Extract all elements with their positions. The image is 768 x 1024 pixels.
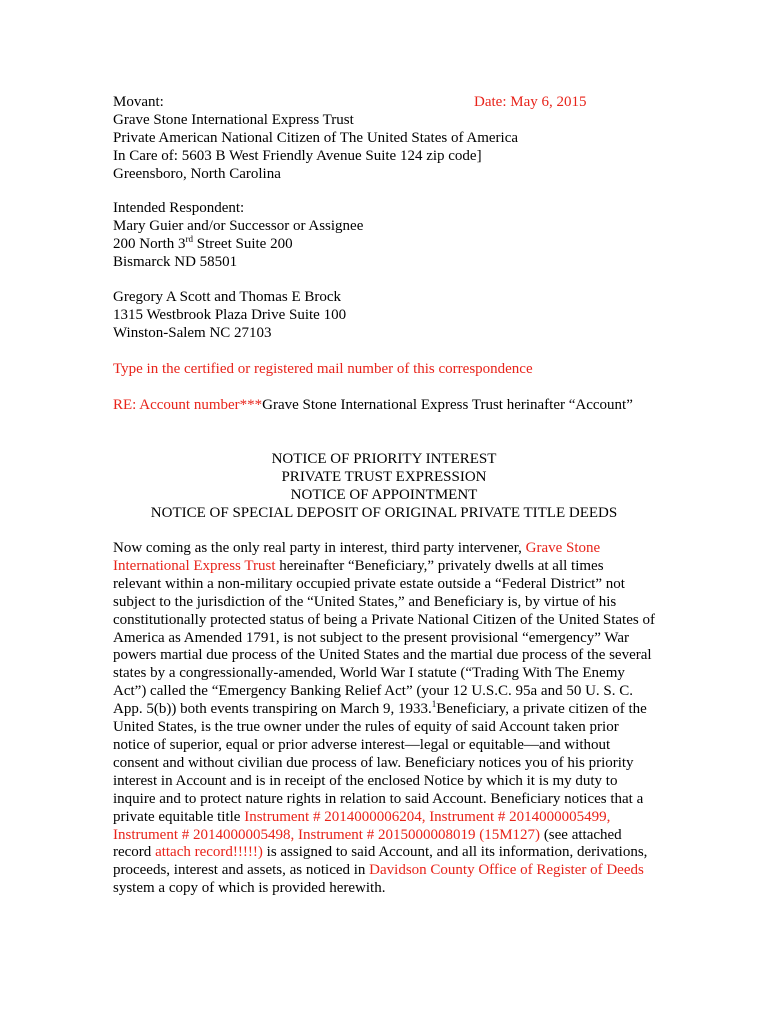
ordinal-suffix: rd xyxy=(185,233,193,244)
second-party-street: 1315 Westbrook Plaza Drive Suite 100 xyxy=(113,306,347,323)
respondent-name: Mary Guier and/or Successor or Assignee xyxy=(113,217,364,234)
respondent-address-block xyxy=(113,200,655,272)
county-office-name: Davidson County Office of Register of Deeds xyxy=(369,862,644,879)
movant-name: Grave Stone International Express Trust xyxy=(113,111,354,128)
re-line xyxy=(113,397,655,415)
notice-heading xyxy=(113,451,655,523)
respondent-city: Bismarck ND 58501 xyxy=(113,253,238,270)
heading-line-1: NOTICE OF PRIORITY INTEREST xyxy=(271,451,497,467)
body-text-5: system a copy of which is provided herewith. xyxy=(113,880,386,897)
heading-line-3: NOTICE OF APPOINTMENT xyxy=(290,486,478,503)
movant-address-block xyxy=(113,94,655,184)
trust-name-placeholder: Grave Stone International Express Trust xyxy=(113,540,601,574)
movant-care-of: In Care of: 5603 B West Friendly Avenue Suite 124 zip code] xyxy=(113,147,482,164)
body-paragraph xyxy=(113,540,655,898)
document-date: Date: May 6, 2015 xyxy=(474,94,587,110)
street-suffix: Street Suite 200 xyxy=(193,235,293,252)
body-text-1: hereinafter “Beneficiary,” privately dwells at all times relevant within a non-military occupied private estate outside a “Federal District” not subject to the jurisdiction of the “United States,” and Beneficiary is, by virtue of his constitutionally protected status of being a Private National Citizen of the United States of America as Amended 1791, is not subject to the present provisional “emergency” War powers martial due process of the United States and the martial due process of the several states by a congressionally-amended, World War I statute (“Trading With The Enemy Act”) called the “Emergency Banking Relief Act” (your 12 U.S.C. 95a and 50 U. S. C. App. 5(b)) both events transpiring on March 9, 1933. xyxy=(113,557,655,718)
mail-number-instruction: Type in the certified or registered mail number of this correspondence xyxy=(113,361,533,377)
re-account-label: RE: Account number*** xyxy=(113,397,263,413)
movant-city: Greensboro, North Carolina xyxy=(113,165,281,182)
heading-line-4: NOTICE OF SPECIAL DEPOSIT OF ORIGINAL PRIVATE TITLE DEEDS xyxy=(150,504,618,521)
second-party-address-block xyxy=(113,289,655,343)
body-text-3: (see attached record xyxy=(113,826,622,861)
body-text-2: Beneficiary, a private citizen of the United States, is the true owner under the rules of equity of said Account taken prior notice of superior, equal or prior adverse interest—legal or equitable—and without consent and without civilian due process of law. Beneficiary notices you of his priority interest in Account and is in receipt of the enclosed Notice by which it is my duty to inquire and to protect nature rights in relation to said Account. Beneficiary notices that a private equitable title xyxy=(113,701,647,825)
instrument-numbers: Instrument # 2014000006204, Instrument # 2014000005499, Instrument # 2014000005498, Instrument # 2015000008019 (15M127) xyxy=(113,808,611,843)
heading-line-2: PRIVATE TRUST EXPRESSION xyxy=(281,468,487,485)
street-number: 200 North 3 xyxy=(113,235,186,252)
movant-status: Private American National Citizen of The United States of America xyxy=(113,129,519,146)
movant-label: Movant: xyxy=(113,94,164,110)
second-party-city: Winston-Salem NC 27103 xyxy=(113,324,272,341)
body-text-4: is assigned to said Account, and all its information, derivations, proceeds, interest and assets, as noticed in xyxy=(113,844,648,879)
attach-record-note: attach record!!!!!) xyxy=(155,844,263,861)
re-account-text: Grave Stone International Express Trust herinafter “Account” xyxy=(262,397,633,413)
respondent-label: Intended Respondent: xyxy=(113,200,245,216)
respondent-street xyxy=(113,233,655,254)
second-party-names: Gregory A Scott and Thomas E Brock xyxy=(113,289,342,305)
footnote-marker: 1 xyxy=(431,699,437,710)
body-intro: Now coming as the only real party in interest, third party intervener, xyxy=(113,540,526,556)
